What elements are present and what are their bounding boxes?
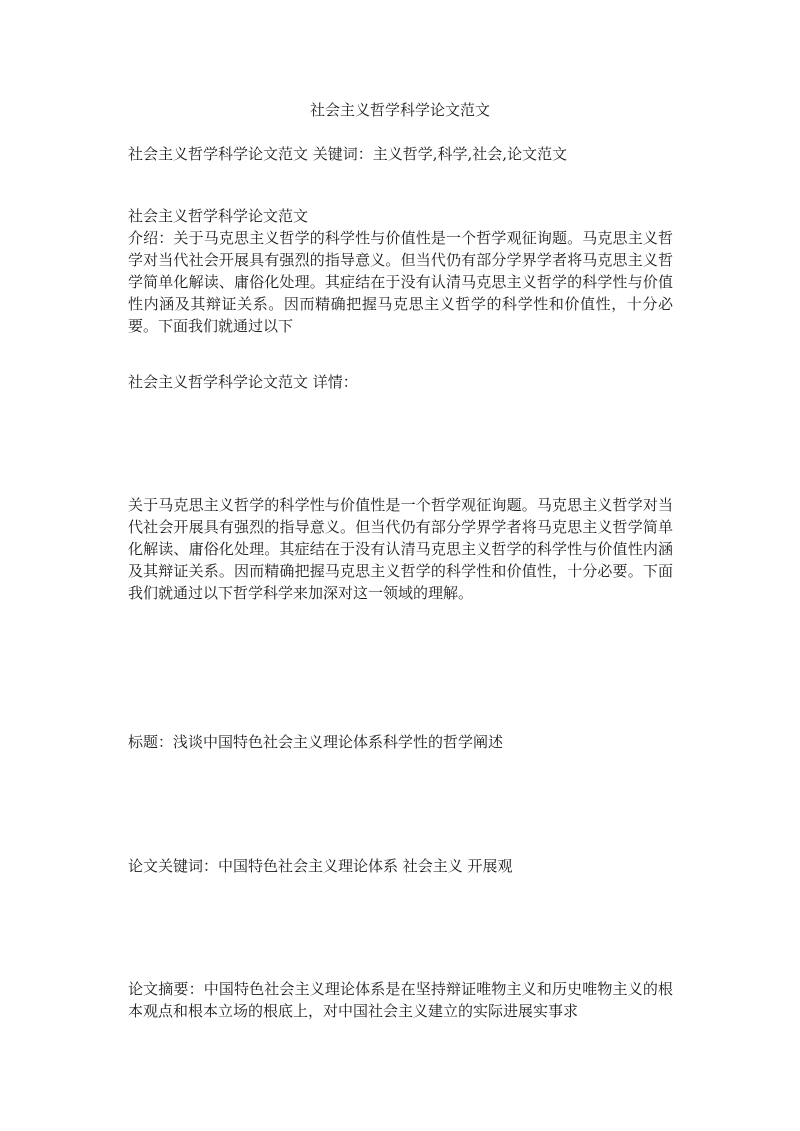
document-title: 社会主义哲学科学论文范文 (309, 101, 490, 119)
detail-heading: 社会主义哲学科学论文范文 详情： (128, 373, 358, 391)
paper-abstract: 论文摘要：中国特色社会主义理论体系是在坚持辩证唯物主义和历史唯物主义的根本观点和根本立场的根底上，对中国社会主义建立的实际进展实事求 (128, 980, 673, 1020)
paper-title: 标题：浅谈中国特色社会主义理论体系科学性的哲学阐述 (128, 733, 504, 751)
detail-paragraph: 关于马克思主义哲学的科学性与价值性是一个哲学观征询题。马克思主义哲学对当代社会开展具有强烈的指导意义。但当代仍有部分学界学者将马克思主义哲学简单化解读、庸俗化处理。其症结在于没有认清马克思主义哲学的科学性与价值性内涵及其辩证关系。因而精确把握马克思主义哲学的科学性和价值性，十分必要。下面我们就通过以下哲学科学来加深对这一领域的理解。 (128, 496, 673, 602)
keywords-line: 社会主义哲学科学论文范文 关键词：主义哲学,科学,社会,论文范文 (128, 145, 568, 163)
paper-keywords: 论文关键词：中国特色社会主义理论体系 社会主义 开展观 (128, 857, 513, 875)
intro-heading: 社会主义哲学科学论文范文 (128, 207, 309, 225)
intro-paragraph: 介绍：关于马克思主义哲学的科学性与价值性是一个哲学观征询题。马克思主义哲学对当代社会开展具有强烈的指导意义。但当代仍有部分学界学者将马克思主义哲学简单化解读、庸俗化处理。其症结在于没有认清马克思主义哲学的科学性与价值性内涵及其辩证关系。因而精确把握马克思主义哲学的科学性和价值性，十分必要。下面我们就通过以下 (128, 229, 673, 335)
